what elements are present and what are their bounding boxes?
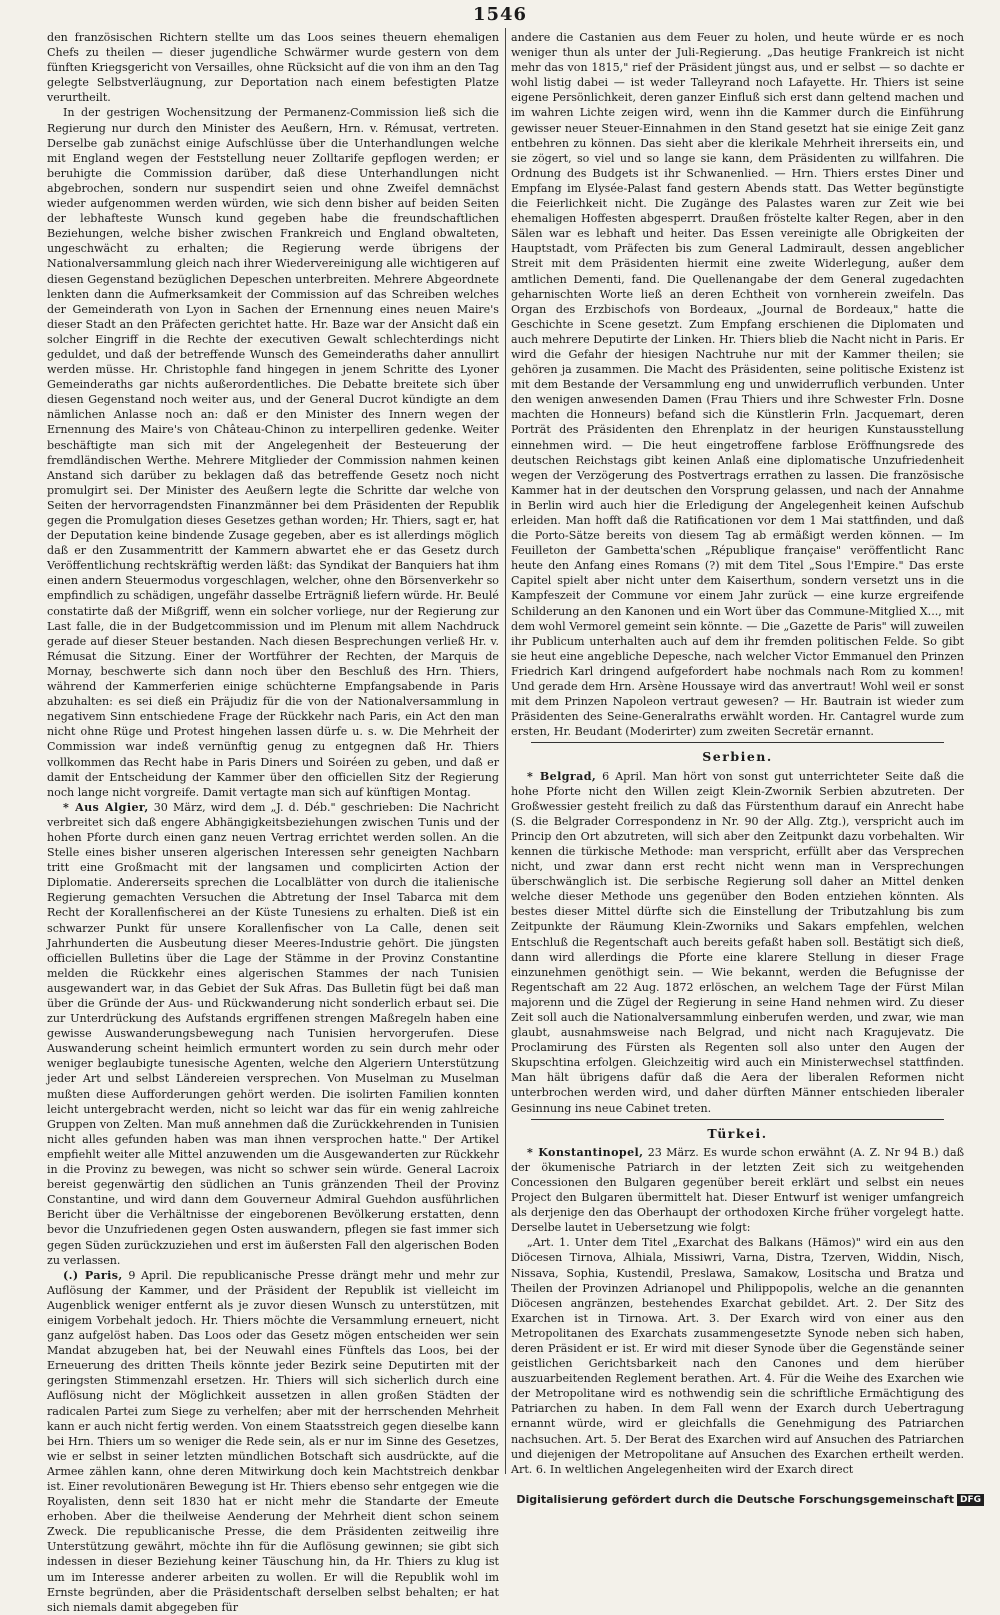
article-paragraph: andere die Castanien aus dem Feuer zu holen, und heute würde er es noch weniger thun als unter der Juli-Regierung. „Das heutige Frankreich ist nicht mehr das von 1815," rief der Präsident jüngst aus, und er selbst — so dachte er wohl listig dabei — ist weder Talleyrand noch Lafayette. Hr. Thiers ist seine eigene Persönlichkeit, deren ganzer Einfluß sich erst dann geltend machen und im wahren Lichte zeigen wird, wenn ihn die Kammer durch die Einführung gewisser neuer Steuer-Einnahmen in den Stand gesetzt hat sie einige Zeit ganz entbehren zu können. Das sieht aber die klerikale Mehrheit ihrerseits ein, und sie zögert, so viel und so lange sie kann, dem Präsidenten zu willfahren. Die Ordnung des Budgets ist ihr Schwanenlied. — Hrn. Thiers erstes Diner und Empfang im Elysée-Palast fand gestern Abends statt. Das Wetter begünstigte die Feierlichkeit nicht. Die Zugänge des Palastes waren zur Zeit wie bei ehemaligen Hoffesten abgesperrt. Draußen fröstelte kalter Regen, aber in den Sälen war es lebhaft und heiter. Das Essen vereinigte alle Obrigkeiten der Hauptstadt, vom Präfecten bis zum General Ladmirault, dessen angeblicher Streit mit dem Präsidenten hiermit eine zweite Widerlegung, außer dem amtlichen Dementi, fand. Die Quellenangabe der dem General zugedachten geharnischten Worte ließ an deren Echtheit von vornherein zweifeln. Das Organ des Erzbischofs von Bordeaux, „Journal de Bordeaux," hatte die Geschichte in Scene gesetzt. Zum Empfang erschienen die Diplomaten und auch mehrere Deputirte der Linken. Hr. Thiers blieb die Nacht nicht in Paris. Er wird die Gefahr der hiesigen Nachtruhe nur mit der Kammer theilen; sie gehören ja zusammen. Die Macht des Präsidenten, seine politische Existenz ist mit dem Bestande der Versammlung eng und unwiderruflich verbunden. Unter den wenigen anwesenden Damen (Frau Thiers und ihre Schwester Frln. Dosne machten die Honneurs) befand sich die Künstlerin Frln. Jacquemart, deren Porträt des Präsidenten den Ehrenplatz in der heurigen Kunstausstellung einnehmen wird. — Die heut eingetroffene farblose Eröffnungsrede des deutschen Reichstags gibt keinen Anlaß eine diplomatische Unzufriedenheit wegen der Verzögerung des Postvertrags errathen zu lassen. Die französische Kammer hat in der deutschen den Vorsprung gelassen, und nach der Annahme in Berlin wird auch hier die Erledigung der Angelegenheit keinen Aufschub erleiden. Man hofft daß die Ratificationen vor dem 1 Mai stattfinden, und daß die Porto-Sätze bereits von diesem Tag ab ermäßigt werden können. — Im Feuilleton der Gambetta'schen „République française" veröffentlicht Ranc heute den Anfang eines Romans (?) mit dem Titel „Sous l'Empire." Das erste Capitel spielt aber nicht unter dem Kaiserthum, sondern versetzt uns in die Kampfeszeit der Commune vor einem Jahr zurück — eine kurze ergreifende Schilderung an den Kanonen und ein Wort über das Commune-Mitglied X..., mit dem wohl Vermorel gemeint sein könnte. — Die „Gazette de Paris" will zuweilen ihr Publicum unterhalten auch auf dem ihr fremden politischen Felde. So gibt sie heut eine angebliche Depesche, nach welcher Victor Emmanuel den Prinzen Friedrich Karl dringend aufgefordert habe nochmals nach Rom zu kommen! Und gerade dem Hrn. Arsène Houssaye wird das anvertraut! Wohl weil er sonst mit dem Prinzen Napoleon vertraut gewesen? — Hr. Bautrain ist wieder zum Präsidenten des Seine-Generalraths erwählt worden. Hr. Cantagrel wurde zum ersten, Hr. Beudant (Moderirter) zum zweiten Secretär ernannt.: [511, 31, 964, 739]
article-text: 30 März, wird dem „J. d. Déb." geschrieben: Die Nachricht verbreitet sich daß engere Abhängigkeitsbeziehungen zwischen Tunis und der hohen Pforte durch einen ganz neuen Vertrag errichtet werden sollen. An die Stelle eines bisher unseren algerischen Interessen sehr geneigten Nachbarn tritt eine Großmacht mit der langsamen und complicirten Action der Diplomatie. Andererseits sprechen die Localblätter von durch die italienische Regierung gemachten Versuchen die Abtretung der Insel Tabarca mit dem Recht der Korallenfischerei an der Küste Tunesiens zu erhalten. Dieß ist ein schwarzer Punkt für unsere Korallenfischer von La Calle, denen seit Jahrhunderten die Ausbeutung dieser Meeres-Industrie gehört. Die jüngsten officiellen Bulletins über die Lage der Stämme in der Provinz Constantine melden die Rückkehr eines algerischen Stammes der nach Tunisien ausgewandert war, in das Gebiet der Suk Afras. Das Bulletin fügt bei daß man über die Gründe der Aus- und Rückwanderung nicht sonderlich erbaut sei. Die zur Unterdrückung des Aufstands ergriffenen strengen Maßregeln haben eine gewisse Auswanderungsbewegung nach Tunisien hervorgerufen. Diese Auswanderung scheint heimlich ermuntert worden zu sein durch mehr oder weniger beglaubigte tunesische Agenten, welche den Algeriern Unterstützung jeder Art und selbst Ländereien versprechen. Von Muselman zu Muselman mußten diese Aufforderungen gehört werden. Die isolirten Familien konnten leicht untergebracht werden, nicht so leicht war das für ein wenig zahlreiche Gruppen von Zelten. Man muß annehmen daß die Zurückkehrenden in Tunisien nicht alles gefunden haben was man ihnen versprochen hatte." Der Artikel empfiehlt weiter alle Mittel anzuwenden um die Ausgewanderten zur Rückkehr in die Provinz zu bewegen, was nicht so schwer sein würde. General Lacroix bereist gegenwärtig den südlichen an Tunis gränzenden Theil der Provinz Constantine, und wird dann dem Gouverneur Admiral Guehdon ausführlichen Bericht über die Verhältnisse der eingeborenen Bevölkerung erstatten, denn bevor die Unzufriedenen gegen Osten auswandern, pflegen sie fast immer sich gegen Süden zurückzuziehen und erst im äußersten Fall den algerischen Boden zu verlassen.: [47, 800, 500, 1267]
dateline: * Aus Algier,: [63, 800, 149, 814]
dateline: * Konstantinopel,: [527, 1145, 644, 1159]
footer-text: Digitalisierung gefördert durch die Deutsche Forschungsgemeinschaft: [516, 1493, 954, 1506]
page-number: 1546: [472, 4, 528, 25]
dateline: (.) Paris,: [63, 1268, 123, 1282]
column-divider: [505, 28, 506, 1474]
dateline: * Belgrad,: [527, 769, 597, 783]
article-paragraph: [47, 1268, 499, 1615]
article-paragraph: [511, 769, 964, 1116]
section-rule: [531, 1119, 944, 1120]
right-column: [511, 30, 964, 1488]
article-paragraph: den französischen Richtern stellte um das Loos seines theuern ehemaligen Chefs zu theilen — dieser jugendliche Schwärmer wurde gestern von dem fünften Kriegsgericht von Versailles, ohne Rücksicht auf die von ihm an den Tag gelegte Selbstverläugnung, zur Deportation nach einem befestigten Platze verurtheilt.: [47, 31, 499, 105]
article-quote: „Art. 1. Unter dem Titel „Exarchat des Balkans (Hämos)" wird ein aus den Diöcesen Tirnova, Alhiala, Missiwri, Varna, Distra, Tzerven, Widdin, Nisch, Nissava, Sophia, Kustendil, Preslawa, Samakow, Lositscha und Bratza und Theilen der Provinzen Adrianopel und Philippopolis, welche an die genannten Diöcesen angränzen, bestehendes Exarchat gebildet. Art. 2. Der Sitz des Exarchen ist in Tirnowa. Art. 3. Der Exarch wird von einer aus den Metropolitanen des Exarchats zusammengesetzte Synode neben sich haben, deren Präsident er ist. Er wird mit dieser Synode über die Gegenstände seiner geistlichen Gerichtsbarkeit nach den Canones und dem hierüber auszuarbeitenden Reglement berathen. Art. 4. Für die Weihe des Exarchen wie der Metropolitane wird es nothwendig sein die schriftliche Ermächtigung des Patriarchen zu haben. In dem Fall wenn der Exarch durch Uebertragung ernannt würde, wird er gleichfalls die Genehmigung des Patriarchen nachsuchen. Art. 5. Der Berat des Exarchen wird auf Ansuchen des Patriarchen und diejenigen der Metropolitane auf Ansuchen des Exarchen ertheilt werden. Art. 6. In weltlichen Angelegenheiten wird der Exarch direct: [511, 1236, 964, 1476]
section-heading-tuerkei: Türkei.: [707, 1125, 768, 1141]
article-text: 23 März. Es wurde schon erwähnt (A. Z. Nr 94 B.) daß der ökumenische Patriarch in der letzten Zeit sich zu weitgehenden Concessionen den Bulgaren gegenüber bereit erklärt und selbst ein neues Project den Bulgaren übermittelt hat. Dieser Entwurf ist weniger umfangreich als derjenige den das Oberhaupt der orthodoxen Kirche früher vorgelegt hatte. Derselbe lautet in Uebersetzung wie folgt:: [511, 1145, 964, 1235]
article-text: 9 April. Die republicanische Presse drängt mehr und mehr zur Auflösung der Kammer, und der Präsident der Republik ist vielleicht im Augenblick weniger entfernt als je zuvor diesen Wunsch zu unterstützen, mit einigem Vorbehalt jedoch. Hr. Thiers möchte die Versammlung erneuert, nicht ganz aufgelöst haben. Das Loos oder das Gesetz mögen entscheiden wer sein Mandat abzugeben hat, bei der Neuwahl eines Fünftels das Loos, bei der Erneuerung des dritten Theils könnte jeder Bezirk seine Deputirten mit der geringsten Stimmenzahl ersetzen. Hr. Thiers will sich sicherlich durch eine Auflösung nicht der Möglichkeit aussetzen in allen großen Städten der radicalen Partei zum Siege zu verhelfen; aber mit der herrschenden Mehrheit kann er auch nicht fertig werden. Von einem Staatsstreich gegen dieselbe kann bei Hrn. Thiers um so weniger die Rede sein, als er nur im Sinne des Gesetzes, wie er selbst in seiner letzten mündlichen Botschaft sich ausdrückte, auf die Armee zählen kann, ohne deren Mitwirkung doch kein Machtstreich denkbar ist. Einer revolutionären Bewegung ist Hr. Thiers ebenso sehr entgegen wie die Royalisten, denn seit 1830 hat er nicht mehr die Standarte der Emeute erhoben. Aber die theilweise Aenderung der Mehrheit dient schon seinem Zweck. Die republicanische Presse, die dem Präsidenten zeitweilig ihre Unterstützung gewährt, möchte ihn für die Auflösung gewinnen; sie gibt sich indessen in dieser Beziehung keiner Täuschung hin, da Hr. Thiers zu klug ist um im Interesse anderer arbeiten zu wollen. Er will die Republik wohl im Ernste begründen, aber die Präsidentschaft derselben selbst behalten; er hat sich niemals damit abgegeben für: [47, 1268, 499, 1614]
section-rule: [531, 742, 944, 743]
article-paragraph: [511, 1145, 964, 1236]
article-text: 6 April. Man hört von sonst gut unterrichteter Seite daß die hohe Pforte nicht den Willen zeigt Klein-Zwornik Serbien abzutreten. Der Großwessier gesteht freilich zu daß das Fürstenthum darauf ein Anrecht habe (S. die Belgrader Correspondenz in Nr. 90 der Allg. Ztg.), verspricht auch im Princip den Ort abzutreten, will sich aber den Zeitpunkt dazu vorbehalten. Wir kennen die türkische Methode: man verspricht, erfüllt aber das Versprechen nicht, und zwar dann erst recht nicht wenn man in Versprechungen überschwänglich ist. Die serbische Regierung soll daher an Mittel denken welche dieser Methode uns gegenüber den Boden entziehen könnten. Als bestes dieser Mittel dürfte sich die Einstellung der Tributzahlung bis zum Zeitpunkte der Räumung Klein-Zworniks und Sakars empfehlen, welchen Entschluß die Regentschaft auch bereits gefaßt haben soll. Bestätigt sich dieß, dann wird allerdings die Pforte eine klarere Stellung in dieser Frage einzunehmen genöthigt sein. — Wie bekannt, werden die Befugnisse der Regentschaft am 22 Aug. 1872 erlöschen, an welchem Tage der Fürst Milan majorenn und die Zügel der Regierung in seine Hand nehmen wird. Zu dieser Zeit soll auch die Nationalversammlung einberufen werden, und zwar, wie man glaubt, ausnahmsweise nach Belgrad, und nicht nach Kragujevatz. Die Proclamirung des Fürsten als Regenten soll also unter den Augen der Skupschtina erfolgen. Gleichzeitig wird auch ein Ministerwechsel stattfinden. Man hält übrigens dafür daß die Aera der liberalen Reformen nicht unterbrochen werden wird, und daher dürften Männer entschieden liberaler Gesinnung ins neue Cabinet treten.: [511, 769, 965, 1115]
left-column: [47, 30, 500, 1614]
article-paragraph: In der gestrigen Wochensitzung der Permanenz-Commission ließ sich die Regierung nur durch den Minister des Aeußern, Hrn. v. Rémusat, vertreten. Derselbe gab zunächst einige Aufschlüsse über die Unterhandlungen welche mit England wegen der Feststellung neuer Zolltarife gepflogen werden; er beruhigte die Commission darüber, daß diese Unterhandlungen nicht abgebrochen, sondern nur suspendirt seien und ohne Zweifel demnächst wieder aufgenommen werden würden, wie sich denn bisher auf beiden Seiten der lebhafteste Wunsch kund gegeben habe die freundschaftlichen Beziehungen, welche bisher zwischen Frankreich und England obwalteten, ungeschwächt zu erhalten; die Regierung werde übrigens der Nationalversammlung gleich nach ihrer Wiedervereinigung alle wichtigeren auf diesen Gegenstand bezüglichen Depeschen unterbreiten. Mehrere Abgeordnete lenkten dann die Aufmerksamkeit der Commission auf das Schreiben welches der Gemeinderath von Lyon in Sachen der Ernennung eines neuen Maire's dieser Stadt an den Präfecten gerichtet hatte. Hr. Baze war der Ansicht daß ein solcher Eingriff in die Rechte der executiven Gewalt schlechterdings nicht geduldet, und daß der betreffende Wunsch des Gemeinderaths daher annullirt werden müsse. Hr. Christophle fand hingegen in jenem Schritte des Lyoner Gemeinderaths gar nichts außerordentliches. Die Debatte breitete sich über diesen Gegenstand noch weiter aus, und der General Ducrot kündigte an dem nämlichen Anlasse noch an: daß er den Minister des Innern wegen der Ernennung des Maire's von Château-Chinon zu interpelliren gedenke. Weiter beschäftigte man sich mit der Angelegenheit der Besteuerung der fremdländischen Werthe. Mehrere Mitglieder der Commission nahmen keinen Anstand sich darüber zu beklagen daß das betreffende Gesetz noch nicht promulgirt sei. Der Minister des Aeußern legte die Schritte dar welche von Seiten der hervorragendsten Finanzmänner bei dem Präsidenten der Republik gegen die Promulgation dieses Gesetzes gethan worden; Hr. Thiers, sagt er, hat der Deputation keine bindende Zusage gegeben, aber es ist allerdings möglich daß er den Zusammentritt der Kammern abwartet ehe er das Gesetz durch Veröffentlichung rechtskräftig werden läßt: das Syndikat der Banquiers hat ihm einen andern Steuermodus vorgeschlagen, welcher, ohne den Börsenverkehr so empfindlich zu schädigen, ungefähr dasselbe Erträgniß liefern würde. Hr. Beulé constatirte daß der Mißgriff, wenn ein solcher vorliege, nur der Regierung zur Last falle, die in der Budgetcommission und im Plenum mit allem Nachdruck gerade auf dieser Steuer bestanden. Nach diesen Besprechungen verließ Hr. v. Rémusat die Sitzung. Einer der Wortführer der Rechten, der Marquis de Mornay, beschwerte sich dann noch über den Beschluß des Hrn. Thiers, während der Kammerferien einige schüchterne Empfangsabende in Paris abzuhalten: es sei dieß ein Präjudiz für die von der Nationalversammlung in negativem Sinn entschiedene Frage der Rückkehr nach Paris, ein Act den man nicht ohne Rüge und Protest hingehen lassen dürfe u. s. w. Die Mehrheit der Commission war indeß vernünftig genug zu entgegnen daß Hr. Thiers vollkommen das Recht habe in Paris Diners und Soiréen zu geben, und daß er damit der Entscheidung der Kammer über den officiellen Sitz der Regierung noch lange nicht vorgreife. Damit vertagte man sich auf künftigen Montag.: [47, 106, 499, 799]
article-paragraph: [47, 800, 499, 1268]
footer-credit: [0, 1493, 984, 1506]
dfg-logo: DFG: [957, 1494, 984, 1506]
section-heading-serbien: Serbien.: [702, 749, 773, 765]
